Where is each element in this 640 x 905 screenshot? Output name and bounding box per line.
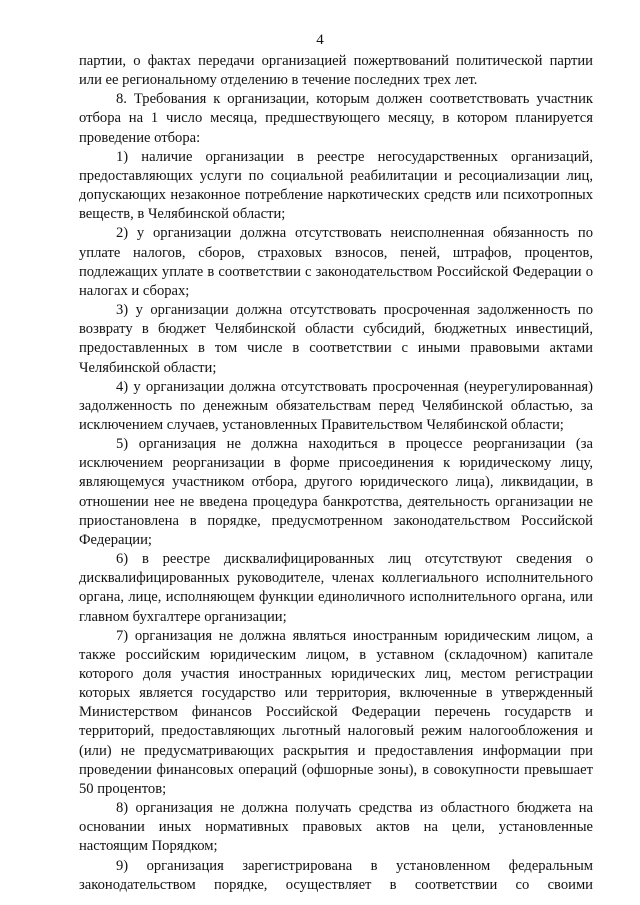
page-number: 4 — [316, 32, 324, 48]
paragraph-item-5: 5) организация не должна находиться в процессе реорганизации (за исключением реорганизации в форме присоединения к юридическому лицу, являющемуся участником отбора, другого юридического лица), ликвидации, в отношении нее не введена процедура банкротства, деятельность организации не приостановлена в порядке, предусмотренном законодательством Российской Федерации; — [79, 436, 593, 548]
paragraph-item-4: 4) у организации должна отсутствовать просроченная (неурегулированная) задолженность по денежным обязательствам перед Челябинской областью, за исключением случаев, установленных Правительством Челябинской области; — [79, 378, 593, 433]
paragraph-item-7: 7) организация не должна являться иностранным юридическим лицом, а также российским юридическим лицом, в уставном (складочном) капитале которого доля участия иностранных юридических лиц, местом регистрации которых является государство или территория, включенные в утвержденный Министерством финансов Российской Федерации перечень государств и территорий, предоставляющих льготный налоговый режим налогообложения и (или) не предусматривающих раскрытия и предоставления информации при проведении финансовых операций (офшорные зоны), в совокупности превышает 50 процентов; — [79, 627, 593, 797]
paragraph-item-2: 2) у организации должна отсутствовать неисполненная обязанность по уплате налогов, сборов, страховых взносов, пеней, штрафов, процентов, подлежащих уплате в соответствии с законодательством Российской Федерации о налогах и сборах; — [79, 225, 593, 299]
paragraph-item-6: 6) в реестре дисквалифицированных лиц отсутствуют сведения о дисквалифицированных руководителе, членах коллегиального исполнительного органа, лице, исполняющем функции единоличного исполнительного органа, или главном бухгалтере организации; — [79, 551, 593, 625]
paragraph-item-3: 3) у организации должна отсутствовать просроченная задолженность по возврату в бюджет Челябинской области субсидий, бюджетных инвестиций, предоставленных в том числе в соответствии с иными правовыми актами Челябинской области; — [79, 302, 593, 376]
paragraph-requirements-intro: 8. Требования к организации, которым должен соответствовать участник отбора на 1 число месяца, предшествующего месяцу, в котором планируется проведение отбора: — [79, 91, 593, 146]
paragraph-continuation: партии, о фактах передачи организацией пожертвований политической партии или ее региональному отделению в течение последних трех лет. — [79, 53, 593, 89]
paragraph-item-8: 8) организация не должна получать средства из областного бюджета на основании иных нормативных правовых актов на цели, установленные настоящим Порядком; — [79, 800, 593, 855]
paragraph-item-9: 9) организация зарегистрирована в установленном федеральным законодательством порядке, осуществляет в соответствии со своими — [79, 857, 593, 893]
document-body — [79, 52, 593, 895]
paragraph-item-1: 1) наличие организации в реестре негосударственных организаций, предоставляющих услуги по социальной реабилитации и ресоциализации лиц, допускающих незаконное потребление наркотических средств или психотропных веществ, в Челябинской области; — [79, 148, 593, 223]
